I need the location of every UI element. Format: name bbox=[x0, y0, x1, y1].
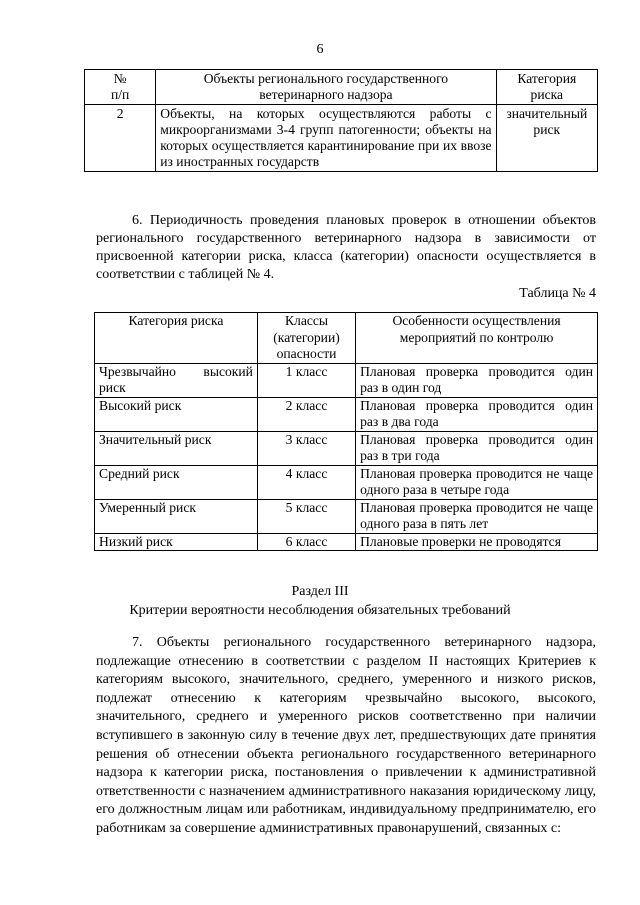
table-header-row bbox=[85, 70, 598, 105]
cell-feature: Плановые проверки не проводятся bbox=[356, 533, 598, 551]
table-row bbox=[95, 363, 598, 397]
cell-category: Умеренный риск bbox=[95, 499, 258, 533]
header-risk-category: Категория риска bbox=[95, 313, 258, 364]
cell-category: Средний риск bbox=[95, 465, 258, 499]
cell-feature: Плановая проверка проводится не чаще одного раза в четыре года bbox=[356, 465, 598, 499]
table-row bbox=[85, 105, 598, 172]
objects-category-table bbox=[84, 69, 598, 172]
page-number: 6 bbox=[316, 42, 324, 57]
table-row bbox=[95, 431, 598, 465]
cell-feature: Плановая проверка проводится не чаще одного раза в пять лет bbox=[356, 499, 598, 533]
cell-class: 6 класс bbox=[257, 533, 355, 551]
section-label: Раздел III bbox=[291, 584, 349, 599]
section-title: Критерии вероятности несоблюдения обязательных требований bbox=[129, 603, 511, 618]
cell-category: Высокий риск bbox=[95, 397, 258, 431]
table-row bbox=[95, 397, 598, 431]
header-hazard-class: Классы (категории) опасности bbox=[257, 313, 355, 364]
paragraph-6 bbox=[96, 212, 596, 284]
table-row bbox=[95, 465, 598, 499]
cell-feature: Плановая проверка проводится один раз в три года bbox=[356, 431, 598, 465]
paragraph-6-text: 6. Периодичность проведения плановых проверок в отношении объектов регионального государственного ветеринарного надзора в зависимости от присвоенной категории риска, класса (категории) опасности осуществляется в соответствии с таблицей № 4. bbox=[96, 213, 596, 282]
table-row bbox=[95, 499, 598, 533]
inspection-frequency-table bbox=[94, 312, 598, 551]
header-control-features: Особенности осуществления мероприятий по контролю bbox=[356, 313, 598, 364]
table-row bbox=[95, 533, 598, 551]
cell-class: 2 класс bbox=[257, 397, 355, 431]
cell-category: Значительный риск bbox=[95, 431, 258, 465]
row-category: значительный риск bbox=[496, 105, 597, 172]
cell-category: Низкий риск bbox=[95, 533, 258, 551]
cell-class: 1 класс bbox=[257, 363, 355, 397]
table-4-caption: Таблица № 4 bbox=[519, 286, 596, 301]
paragraph-7 bbox=[96, 634, 596, 839]
paragraph-7-text: 7. Объекты регионального государственного ветеринарного надзора, подлежащие отнесению в соответствии с разделом II настоящих Критериев к категориям высокого, значительного, среднего, умеренного и низкого рисков, подлежат отнесению к категориям чрезвычайно высокого, высокого, значительного, среднего и умеренного рисков соответственно при наличии вступившего в законную силу в течение двух лет, предшествующих дате принятия решения об отнесении объекта регионального государственного ветеринарного надзора к категории риска, постановления о привлечении к административной ответственности с назначением административного наказания юридическому лицу, его должностным лицам или работникам, индивидуальному предпринимателю, его работникам за совершение административных правонарушений, связанных с: bbox=[96, 635, 596, 836]
cell-class: 5 класс bbox=[257, 499, 355, 533]
table-header-row bbox=[95, 313, 598, 364]
header-objects: Объекты регионального государственного ветеринарного надзора bbox=[156, 70, 496, 105]
row-object: Объекты, на которых осуществляются работы с микроорганизмами 3-4 групп патогенности; объекты на которых осуществляется карантинирование при их ввозе из иностранных государств bbox=[156, 105, 496, 172]
cell-feature: Плановая проверка проводится один раз в один год bbox=[356, 363, 598, 397]
cell-class: 4 класс bbox=[257, 465, 355, 499]
row-num: 2 bbox=[85, 105, 156, 172]
cell-category: Чрезвычайно высокий риск bbox=[95, 363, 258, 397]
header-category: Категория риска bbox=[496, 70, 597, 105]
header-num: № п/п bbox=[85, 70, 156, 105]
cell-class: 3 класс bbox=[257, 431, 355, 465]
cell-feature: Плановая проверка проводится один раз в два года bbox=[356, 397, 598, 431]
